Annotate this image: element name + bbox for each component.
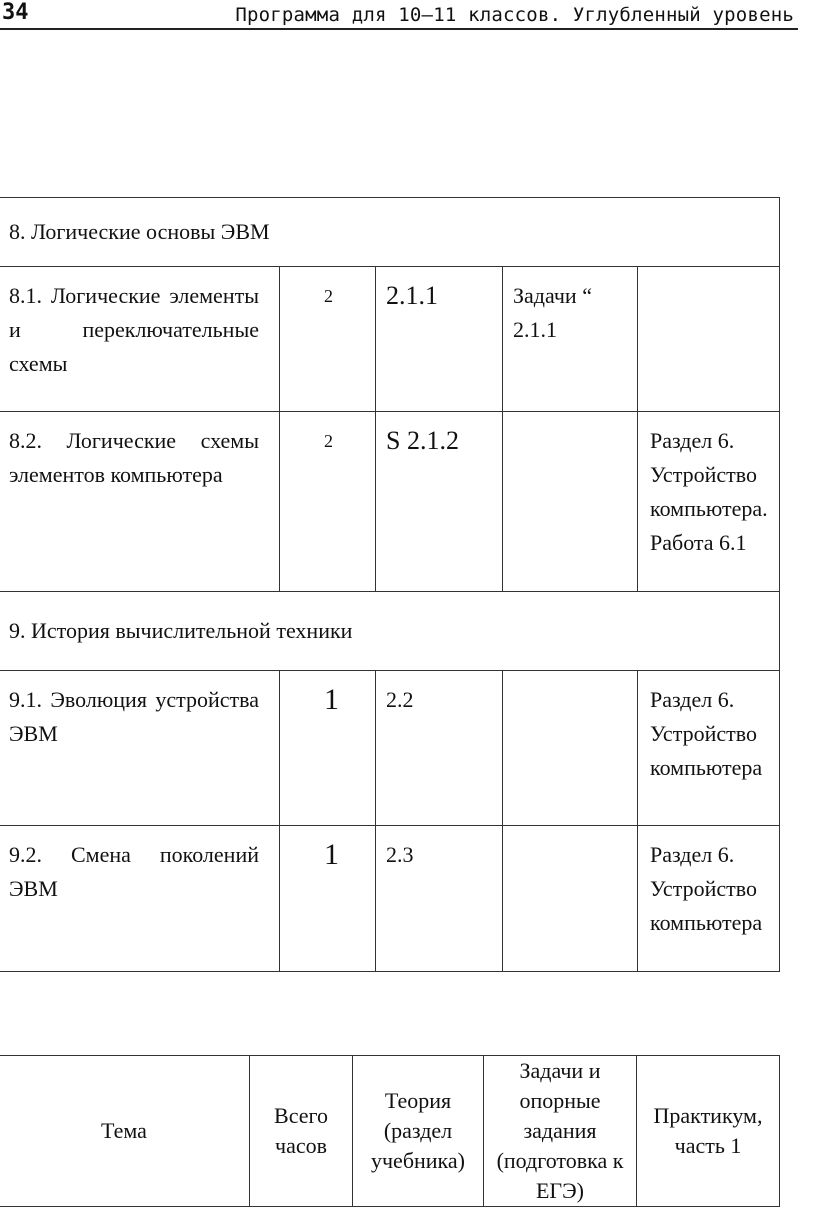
practicum-cell: Раздел 6. Устройство компьютера. Работа 6.1 [638,412,780,592]
table-row [0,412,780,592]
tasks-cell [503,826,638,972]
column-header-topic: Тема [0,1056,250,1207]
tasks-cell: Задачи “ 2.1.1 [503,267,638,412]
column-header-hours: Всего часов [250,1056,353,1207]
header-row [0,1056,780,1207]
tasks-cell [503,412,638,592]
section-row [0,198,780,267]
practicum-cell [638,267,780,412]
column-header-theory: Теория (раздел учебника) [353,1056,484,1207]
hours-cell: 2 [280,412,376,592]
page-running-title: Программа для 10–11 классов. Углубленный уровень [235,4,794,26]
practicum-cell: Раздел 6. Устройство компьютера [638,826,780,972]
theory-cell: S 2.1.2 [376,412,503,592]
theory-cell: 2.3 [376,826,503,972]
tasks-cell [503,671,638,826]
topic-cell: 8.1. Логические элементы и переключательные схемы [0,267,280,412]
practicum-cell: Раздел 6. Устройство компьютера [638,671,780,826]
section-title: 9. История вычислительной техники [0,592,780,671]
column-header-tasks: Задачи и опорные задания (подготовка к ЕГЭ) [484,1056,637,1207]
theory-cell: 2.2 [376,671,503,826]
table-row [0,826,780,972]
topic-cell: 8.2. Логические схемы элементов компьютера [0,412,280,592]
section-row [0,592,780,671]
theory-cell: 2.1.1 [376,267,503,412]
hours-cell: 2 [280,267,376,412]
topic-cell: 9.2. Смена поколений ЭВМ [0,826,280,972]
hours-cell: 1 [280,671,376,826]
topic-cell: 9.1. Эволюция устройства ЭВМ [0,671,280,826]
column-header-table [0,1055,780,1207]
hours-cell: 1 [280,826,376,972]
header-rule [0,28,798,30]
section-title: 8. Логические основы ЭВМ [0,198,780,267]
table-row [0,267,780,412]
column-header-practicum: Практикум, часть 1 [637,1056,780,1207]
curriculum-table [0,197,780,972]
table-row [0,671,780,826]
page-number: 34 [2,0,29,25]
